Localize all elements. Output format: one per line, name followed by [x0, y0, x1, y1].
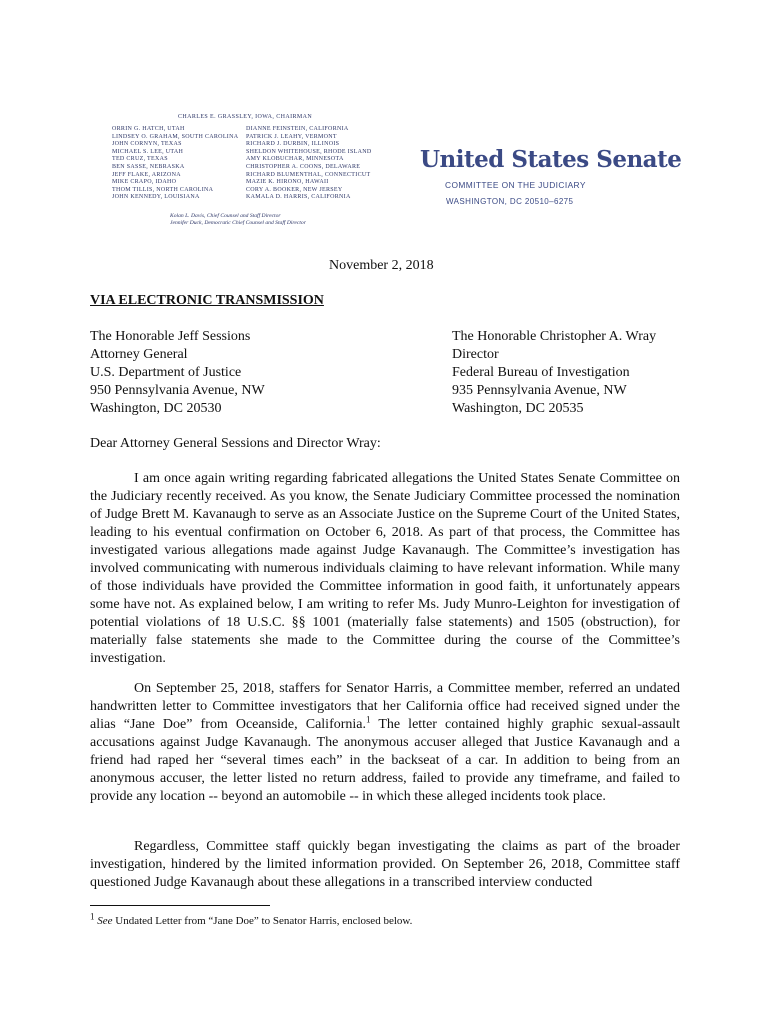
member: JOHN KENNEDY, LOUISIANA — [112, 194, 200, 201]
salutation: Dear Attorney General Sessions and Director Wray: — [90, 436, 381, 451]
member: TED CRUZ, TEXAS — [112, 156, 168, 163]
committee-name: COMMITTEE ON THE JUDICIARY — [445, 180, 586, 190]
paragraph-3-text: Regardless, Committee staff quickly began investigating the claims as part of the broader investigation, hindered by the limited information provided. On September 26, 2018, Committee staff questioned Judge Kavanaugh about these allegations in a transcribed interview conducted — [90, 839, 680, 890]
footnote-see: See — [97, 915, 113, 927]
letterhead — [0, 0, 768, 240]
member: CORY A. BOOKER, NEW JERSEY — [246, 186, 343, 193]
paragraph-1-text: I am once again writing regarding fabricated allegations the United States Senate Committee on the Judiciary recently received. As you know, the Senate Judiciary Committee processed the nomination of Judge Brett M. Kavanaugh to serve as an Associate Justice on the Supreme Court of the United States, leading to his eventual confirmation on October 6, 2018. As part of that process, the Committee has investigated various allegations made against Judge Kavanaugh. The Committee’s investigation has involved communicating with numerous individuals claiming to have relevant information. While many of those individuals have provided the Committee information in good faith, it unfortunately appears some have not. As explained below, I am writing to refer Ms. Judy Munro-Leighton for investigation of potential violations of 18 U.S.C. §§ 1001 (materially false statements) and 1505 (obstruction), for materially false statements she made to the Committee during the course of the Committee’s investigation. — [90, 471, 680, 666]
staff-line: Jennifer Duck, Democratic Chief Counsel and Staff Director — [170, 220, 306, 226]
address-line: U.S. Department of Justice — [90, 365, 242, 380]
paragraph-3 — [90, 838, 680, 892]
letter-date: November 2, 2018 — [329, 258, 434, 273]
member: RICHARD BLUMENTHAL, CONNECTICUT — [246, 171, 371, 178]
member: BEN SASSE, NEBRASKA — [112, 163, 185, 170]
footnote-ref: 1 — [366, 714, 371, 725]
recipient-address-right — [452, 328, 656, 418]
address-line: 950 Pennsylvania Avenue, NW — [90, 383, 265, 398]
footnote-number: 1 — [90, 911, 95, 922]
member: SHELDON WHITEHOUSE, RHODE ISLAND — [246, 148, 372, 155]
address-line: 935 Pennsylvania Avenue, NW — [452, 383, 627, 398]
paragraph-2-text-b: The letter contained highly graphic sexual-assault accusations against Judge Kavanaugh. The anonymous accuser alleged that Justice Kavanaugh and a friend had raped her “several times each” in the backseat of a car. In addition to being from an anonymous accuser, the letter listed no return address, failed to provide any timeframe, and failed to provide any location -- beyond an automobile -- in which these alleged incidents took place. — [90, 717, 681, 804]
chairman-line: CHARLES E. GRASSLEY, IOWA, CHAIRMAN — [178, 114, 313, 120]
recipient-address-left — [90, 328, 265, 418]
paragraph-2 — [90, 680, 680, 806]
member: JOHN CORNYN, TEXAS — [112, 141, 182, 148]
members-right — [246, 126, 371, 202]
footnote-divider — [90, 905, 270, 906]
address-line: The Honorable Jeff Sessions — [90, 329, 251, 344]
member: RICHARD J. DURBIN, ILLINOIS — [246, 141, 340, 148]
members-left — [112, 126, 238, 202]
address-line: Washington, DC 20535 — [452, 401, 584, 416]
address-line: Washington, DC 20530 — [90, 401, 222, 416]
member: ORRIN G. HATCH, UTAH — [112, 126, 185, 132]
staff-directors — [170, 213, 306, 227]
member: MIKE CRAPO, IDAHO — [112, 179, 177, 186]
senate-wordmark: United States Senate — [420, 146, 682, 173]
address-line: Attorney General — [90, 347, 188, 362]
member: MICHAEL S. LEE, UTAH — [112, 148, 184, 155]
paragraph-1 — [90, 470, 680, 668]
member: AMY KLOBUCHAR, MINNESOTA — [246, 156, 344, 163]
member: JEFF FLAKE, ARIZONA — [112, 171, 181, 178]
member: CHRISTOPHER A. COONS, DELAWARE — [246, 163, 361, 170]
committee-address: WASHINGTON, DC 20510–6275 — [446, 197, 574, 206]
staff-line: Kolan L. Davis, Chief Counsel and Staff Director — [170, 213, 281, 219]
paragraph-2-text-a: On September 25, 2018, staffers for Senator Harris, a Committee member, referred an undated handwritten letter to Committee investigators that her California office had received signed under the alias “Jane Doe” from Oceanside, California. — [90, 681, 680, 732]
member: KAMALA D. HARRIS, CALIFORNIA — [246, 194, 351, 201]
member: LINDSEY O. GRAHAM, SOUTH CAROLINA — [112, 133, 239, 140]
address-line: Director — [452, 347, 499, 362]
address-line: Federal Bureau of Investigation — [452, 365, 630, 380]
member: THOM TILLIS, NORTH CAROLINA — [112, 186, 214, 193]
transmission-method: VIA ELECTRONIC TRANSMISSION — [90, 293, 324, 308]
footnote — [90, 911, 413, 927]
member: PATRICK J. LEAHY, VERMONT — [246, 133, 337, 140]
address-line: The Honorable Christopher A. Wray — [452, 329, 657, 344]
footnote-text: Undated Letter from “Jane Doe” to Senator Harris, enclosed below. — [112, 915, 413, 927]
member: DIANNE FEINSTEIN, CALIFORNIA — [246, 126, 349, 132]
member: MAZIE K. HIRONO, HAWAII — [246, 179, 329, 186]
